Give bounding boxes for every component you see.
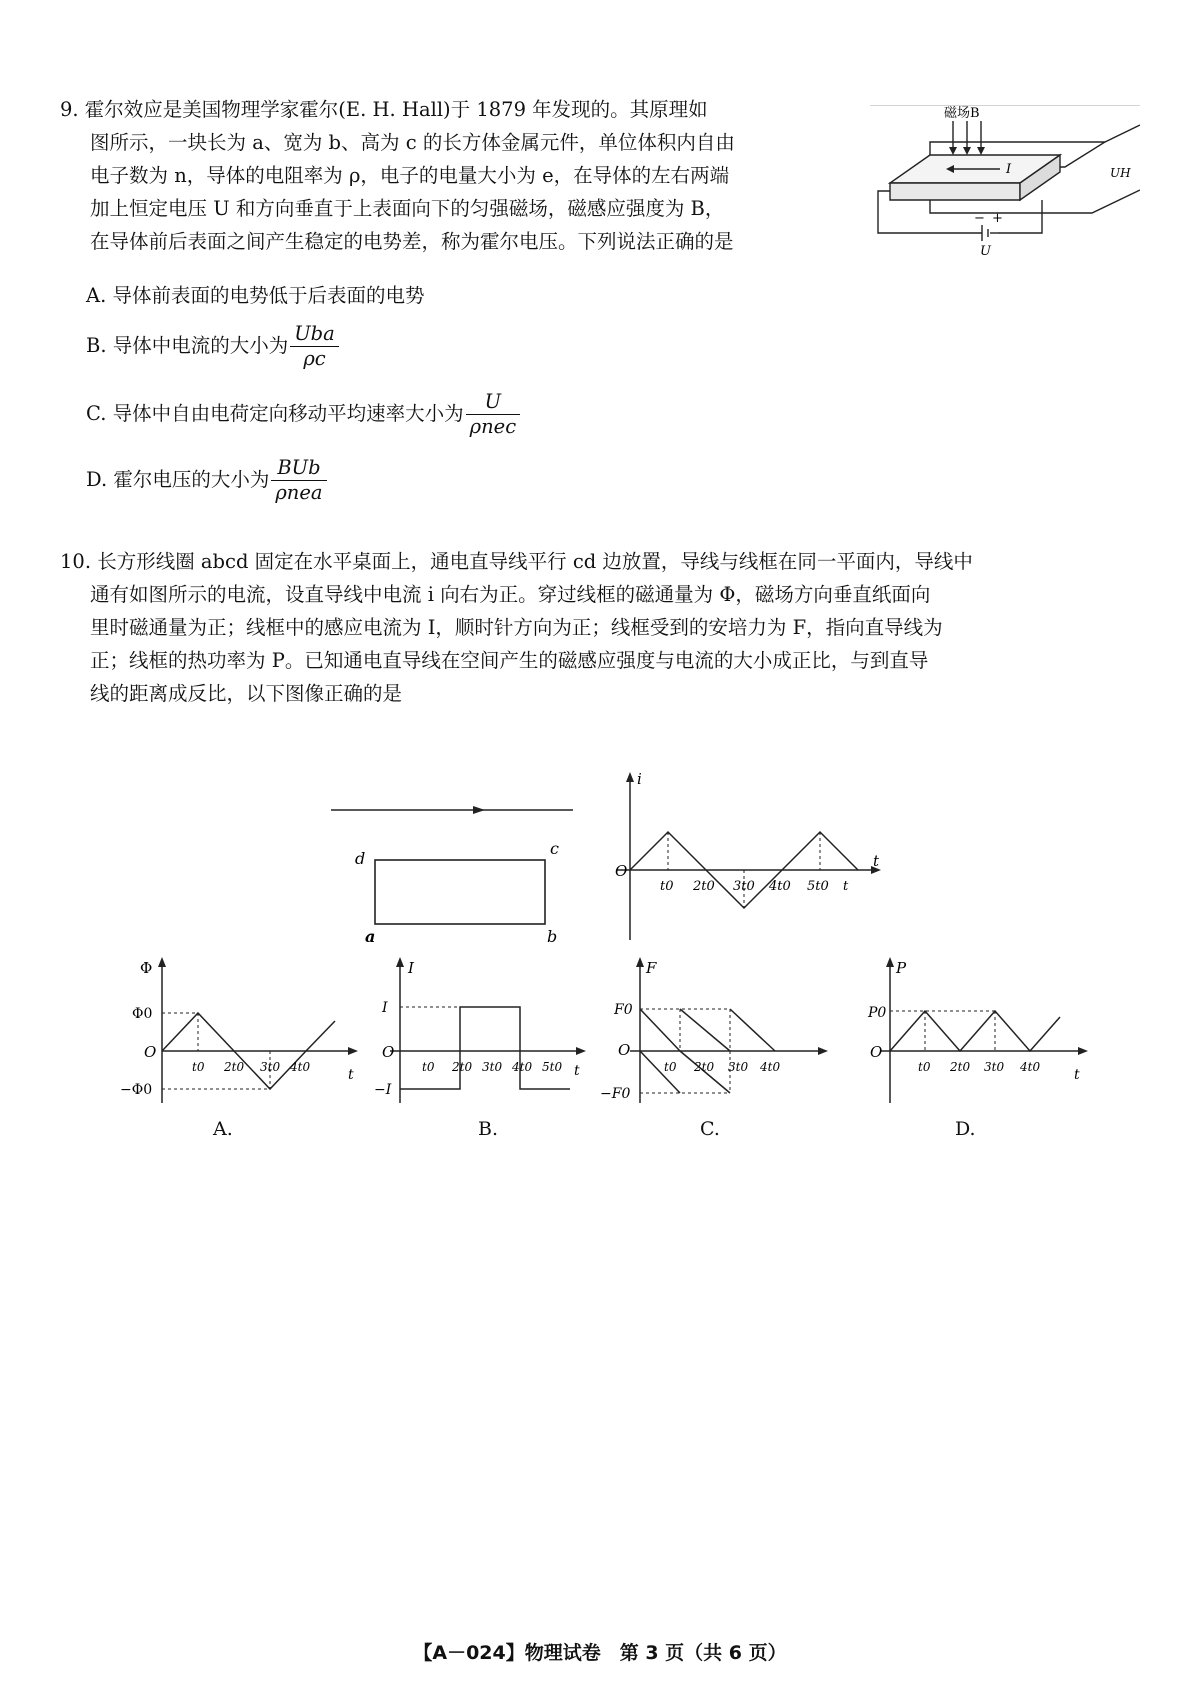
t-axis-label: t xyxy=(1074,1067,1080,1083)
fraction-numerator: Uba xyxy=(290,322,339,347)
q9-option-c-text: C. 导体中自由电荷定向移动平均速率大小为 xyxy=(86,402,464,425)
q9-option-b-text: B. 导体中电流的大小为 xyxy=(86,334,289,357)
q9-option-c xyxy=(86,390,520,439)
q10-line-4: 正；线框的热功率为 P。已知通电直导线在空间产生的磁感应强度与电流的大小成正比，与到直导 xyxy=(90,649,929,672)
caption-a: A. xyxy=(213,1118,233,1140)
q9-line-3: 电子数为 n，导体的电阻率为 ρ，电子的电量大小为 e，在导体的左右两端 xyxy=(90,164,730,187)
tick-4t0: 4t0 xyxy=(290,1060,311,1074)
origin-label: O xyxy=(870,1043,883,1061)
q9-option-a: A. 导体前表面的电势低于后表面的电势 xyxy=(86,284,425,307)
q9-line-1: 9. 霍尔效应是美国物理学家霍尔(E. H. Hall)于 1879 年发现的。其原理如 xyxy=(60,98,708,121)
tick-4t0: 4t0 xyxy=(512,1060,533,1074)
tick-t: t xyxy=(843,879,849,894)
tick-5t0: 5t0 xyxy=(807,879,829,894)
hall-voltage-label: UH xyxy=(1110,166,1131,180)
label-b: b xyxy=(547,927,558,945)
power-max-label: P0 xyxy=(868,1005,887,1021)
power-axis-label: P xyxy=(896,959,907,977)
graph-d-power xyxy=(860,955,1090,1105)
flux-axis-label: Φ xyxy=(140,959,153,977)
q9-option-d xyxy=(86,456,327,505)
current-label: I xyxy=(1006,162,1012,177)
q10-line-3: 里时磁通量为正；线框中的感应电流为 I，顺时针方向为正；线框受到的安培力为 F，指向直导线为 xyxy=(90,616,943,639)
tick-t0: t0 xyxy=(422,1060,435,1074)
origin-label: O xyxy=(618,1041,631,1059)
graph-a-flux xyxy=(120,955,360,1105)
force-max-label: F0 xyxy=(614,1002,633,1018)
t-axis-label: t xyxy=(348,1067,354,1083)
question-9-stem xyxy=(60,93,880,258)
tick-2t0: 2t0 xyxy=(950,1060,971,1074)
caption-b: B. xyxy=(478,1118,499,1140)
q9-option-c-fraction xyxy=(466,390,520,439)
q9-line-4: 加上恒定电压 U 和方向垂直于上表面向下的匀强磁场，磁感应强度为 B， xyxy=(90,197,725,220)
q10-line-5: 线的距离成反比，以下图像正确的是 xyxy=(90,682,403,705)
current-time-graph xyxy=(605,770,890,945)
fraction-numerator: U xyxy=(466,390,520,415)
q10-line-2: 通有如图所示的电流，设直导线中电流 i 向右为正。穿过线框的磁通量为 Φ，磁场方向垂直纸面向 xyxy=(90,583,931,606)
tick-4t0: 4t0 xyxy=(769,879,791,894)
fraction-denominator: ρnec xyxy=(469,415,517,438)
tick-2t0: 2t0 xyxy=(693,879,715,894)
flux-min-label: −Φ0 xyxy=(120,1082,153,1098)
q9-option-d-text: D. 霍尔电压的大小为 xyxy=(86,468,270,491)
fraction-numerator: BUb xyxy=(271,456,326,481)
tick-4t0: 4t0 xyxy=(760,1060,781,1074)
label-d: d xyxy=(355,849,366,868)
tick-2t0: 2t0 xyxy=(224,1060,245,1074)
q9-line-5: 在导体前后表面之间产生稳定的电势差，称为霍尔电压。下列说法正确的是 xyxy=(90,230,734,253)
caption-d: D. xyxy=(955,1118,976,1140)
graph-c-force xyxy=(600,955,830,1105)
q9-option-b-fraction xyxy=(290,322,339,371)
q9-option-b xyxy=(86,322,339,371)
origin-label: O xyxy=(144,1043,157,1061)
tick-3t0: 3t0 xyxy=(260,1060,281,1074)
label-a: a xyxy=(365,927,376,945)
fraction-denominator: ρnea xyxy=(275,481,323,504)
magnetic-field-label: 磁场B xyxy=(944,106,980,121)
tick-2t0: 2t0 xyxy=(452,1060,473,1074)
page-footer: 【A－024】物理试卷 第 3 页（共 6 页） xyxy=(413,1642,787,1664)
q10-line-1: 10. 长方形线圈 abcd 固定在水平桌面上，通电直导线平行 cd 边放置，导线与线框在同一平面内，导线中 xyxy=(60,550,973,573)
origin-label: O xyxy=(615,862,628,880)
graph-b-current xyxy=(370,955,590,1105)
tick-3t0: 3t0 xyxy=(482,1060,503,1074)
tick-5t0: 5t0 xyxy=(542,1060,563,1074)
tick-4t0: 4t0 xyxy=(1020,1060,1041,1074)
q9-option-d-fraction xyxy=(271,456,326,505)
tick-t0: t0 xyxy=(664,1060,677,1074)
i-axis-label: i xyxy=(637,770,642,788)
current-min-label: −I xyxy=(374,1082,392,1098)
tick-t0: t0 xyxy=(918,1060,931,1074)
t-axis-label: t xyxy=(873,852,880,870)
origin-label: O xyxy=(382,1043,395,1061)
tick-3t0: 3t0 xyxy=(728,1060,749,1074)
battery-plus: + xyxy=(992,211,1003,226)
caption-c: C. xyxy=(700,1118,720,1140)
current-axis-label: I xyxy=(408,959,414,977)
t-axis-label: t xyxy=(574,1063,580,1079)
wire-frame-figure xyxy=(325,760,595,945)
label-c: c xyxy=(550,839,559,858)
tick-3t0: 3t0 xyxy=(733,879,755,894)
fraction-denominator: ρc xyxy=(303,347,326,370)
tick-3t0: 3t0 xyxy=(984,1060,1005,1074)
tick-t0: t0 xyxy=(192,1060,205,1074)
tick-2t0: 2t0 xyxy=(694,1060,715,1074)
flux-max-label: Φ0 xyxy=(132,1006,153,1022)
question-10-stem xyxy=(60,545,1145,710)
hall-effect-figure xyxy=(870,105,1140,260)
q9-line-2: 图所示，一块长为 a、宽为 b、高为 c 的长方体金属元件，单位体积内自由 xyxy=(90,131,735,154)
battery-minus: − xyxy=(974,211,985,226)
force-axis-label: F xyxy=(646,959,657,977)
current-max-label: I xyxy=(382,1000,388,1016)
voltage-label: U xyxy=(980,244,991,259)
tick-t0: t0 xyxy=(660,879,674,894)
force-min-label: −F0 xyxy=(600,1086,631,1102)
